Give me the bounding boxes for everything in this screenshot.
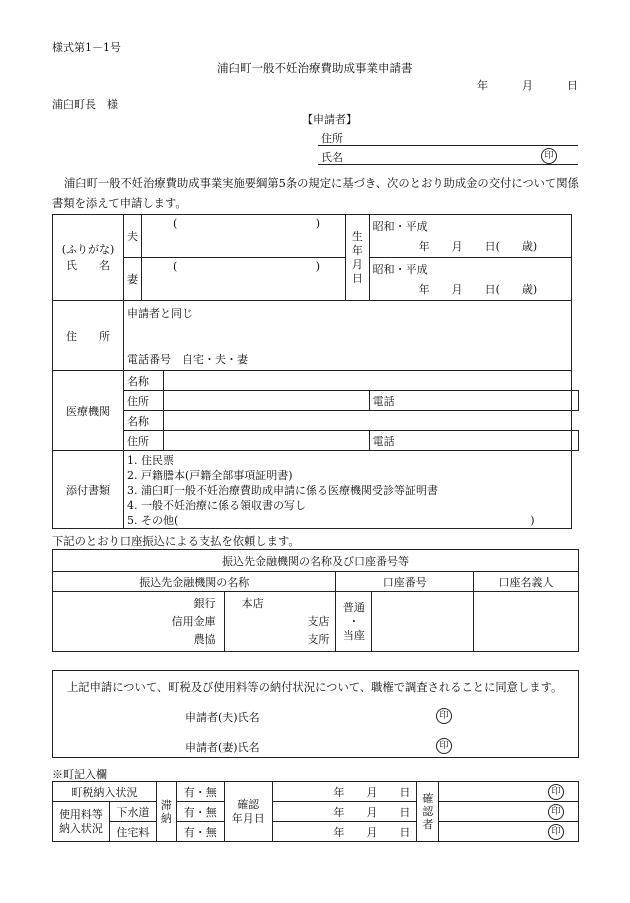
med2-address-field[interactable] [163, 431, 369, 451]
med1-phone-field[interactable] [572, 391, 579, 411]
date-month: 月 [522, 79, 533, 92]
consent-husband-seal-icon: 印 [436, 708, 452, 724]
applicant-heading: 【申請者】 [302, 113, 357, 126]
attachment-item: 5. その他( ) [127, 513, 535, 527]
office-seal-3[interactable] [439, 822, 579, 842]
office-seal-1[interactable] [439, 782, 579, 802]
applicant-name-label: 氏名 [321, 151, 343, 164]
office-fee-label: 使用料等 納入状況 [53, 802, 110, 842]
consent-text: 上記申請について、町税及び使用料等の納付状況について、職権で調査されることに同意します。 [67, 681, 563, 694]
addressee: 浦臼町長 様 [52, 98, 118, 111]
account-number-field[interactable] [372, 592, 474, 652]
office-yesno-sewer[interactable]: 有・無 [176, 802, 224, 822]
bank-table [52, 549, 579, 652]
main-table [52, 214, 579, 529]
bank-col-name: 振込先金融機関の名称 [53, 572, 336, 592]
office-date-3[interactable]: 年 月 日 [272, 822, 417, 842]
address-line [318, 145, 578, 146]
paren-open: ( [173, 260, 178, 273]
husband-birth-date: 年 月 日( 歳) [418, 240, 538, 253]
office-yesno-housing[interactable]: 有・無 [176, 822, 224, 842]
account-type-dot: ・ [348, 614, 360, 628]
wife-furigana-cell[interactable] [142, 258, 346, 301]
med2-phone-field[interactable] [572, 431, 579, 451]
address-label: 住 所 [53, 301, 124, 371]
branch-main: 本店 [241, 596, 264, 610]
med1-phone-label: 電話 [369, 391, 571, 411]
office-seal-2[interactable] [439, 802, 579, 822]
paren-close: ) [315, 260, 321, 273]
account-type-cell[interactable] [336, 592, 372, 652]
med2-phone-label: 電話 [369, 431, 571, 451]
branch-type-cell[interactable] [224, 592, 336, 652]
consent-wife-seal-icon: 印 [436, 738, 452, 754]
address-cell[interactable] [124, 301, 572, 371]
bank-header: 振込先金融機関の名称及び口座番号等 [53, 550, 579, 572]
attachment-item: 3. 浦臼町一般不妊治療費助成申請に係る医療機関受診等証明書 [127, 483, 438, 497]
attachment-item: 1. 住民票 [127, 453, 174, 467]
office-confirm-date-label: 確認 年月日 [224, 782, 272, 842]
med1-name-label: 名称 [124, 371, 164, 391]
office-tax-label: 町税納入状況 [53, 782, 157, 802]
attachment-item: 4. 一般不妊治療に係る領収書の写し [127, 498, 306, 512]
med2-address-label: 住所 [124, 431, 164, 451]
office-heading: ※町記入欄 [52, 768, 107, 781]
bank-col-holder: 口座名義人 [474, 572, 579, 592]
husband-era: 昭和・平成 [372, 220, 428, 233]
medical-label: 医療機関 [53, 371, 124, 451]
date-day: 日 [567, 79, 578, 92]
date-year: 年 [477, 79, 488, 92]
form-number: 様式第1－1号 [52, 41, 121, 54]
attachments-list [124, 451, 572, 529]
office-seal-1-icon: 印 [548, 784, 564, 800]
wife-birth-cell[interactable] [369, 258, 571, 301]
bank-type-bank: 銀行 [193, 596, 216, 610]
bank-type-credit: 信用金庫 [171, 614, 216, 628]
consent-box [52, 670, 579, 758]
birth-label: 生 年 月 日 [346, 215, 370, 301]
office-table [52, 781, 579, 842]
wife-era: 昭和・平成 [372, 263, 428, 276]
phone-number-label: 電話番号 自宅・夫・妻 [127, 353, 248, 366]
bank-type-cell[interactable] [53, 592, 225, 652]
office-date-2[interactable]: 年 月 日 [272, 802, 417, 822]
med2-name-label: 名称 [124, 411, 164, 431]
applicant-address-label: 住所 [321, 132, 343, 145]
wife-birth-date: 年 月 日( 歳) [418, 283, 538, 296]
med1-address-label: 住所 [124, 391, 164, 411]
office-date-1[interactable]: 年 月 日 [272, 782, 417, 802]
office-seal-2-icon: 印 [548, 804, 564, 820]
account-type-regular: 普通 [342, 600, 365, 614]
office-sewer-label: 下水道 [109, 802, 156, 822]
branch-office: 支所 [307, 632, 330, 646]
office-yesno-tax[interactable]: 有・無 [176, 782, 224, 802]
page-title: 浦臼町一般不妊治療費助成事業申請書 [217, 61, 413, 75]
med1-name-field[interactable] [163, 371, 571, 391]
name-line [318, 164, 578, 165]
office-confirmer-label: 確 認 者 [417, 782, 439, 842]
bank-type-agri: 農協 [193, 632, 216, 646]
attachments-label: 添付書類 [53, 451, 124, 529]
med2-name-field[interactable] [163, 411, 571, 431]
husband-label: 夫 [124, 215, 142, 258]
husband-furigana-cell[interactable] [142, 215, 346, 258]
name-row-label: (ふりがな) 氏 名 [53, 215, 124, 301]
med1-address-field[interactable] [163, 391, 369, 411]
wife-label: 妻 [124, 258, 142, 301]
account-holder-field[interactable] [474, 592, 579, 652]
intro-text: 浦臼町一般不妊治療費助成事業実施要綱第5条の規定に基づき、次のとおり助成金の交付について関係書類を添えて申請します。 [52, 177, 579, 210]
consent-husband-label: 申請者(夫)氏名 [185, 711, 260, 724]
bank-intro: 下記のとおり口座振込による支払を依頼します。 [52, 535, 300, 548]
office-seal-3-icon: 印 [548, 824, 564, 840]
paren-open: ( [173, 217, 178, 230]
branch-branch: 支店 [307, 614, 330, 628]
paren-close: ) [315, 217, 321, 230]
consent-wife-label: 申請者(妻)氏名 [185, 741, 260, 754]
bank-col-account: 口座番号 [336, 572, 474, 592]
office-housing-label: 住宅料 [109, 822, 156, 842]
husband-birth-cell[interactable] [369, 215, 571, 258]
attachment-item: 2. 戸籍謄本(戸籍全部事項証明書) [127, 468, 293, 482]
address-same: 申請者と同じ [127, 307, 193, 320]
applicant-seal-icon: 印 [541, 148, 557, 164]
office-arrears-label: 滞 納 [156, 782, 176, 842]
account-type-current: 当座 [342, 628, 365, 642]
